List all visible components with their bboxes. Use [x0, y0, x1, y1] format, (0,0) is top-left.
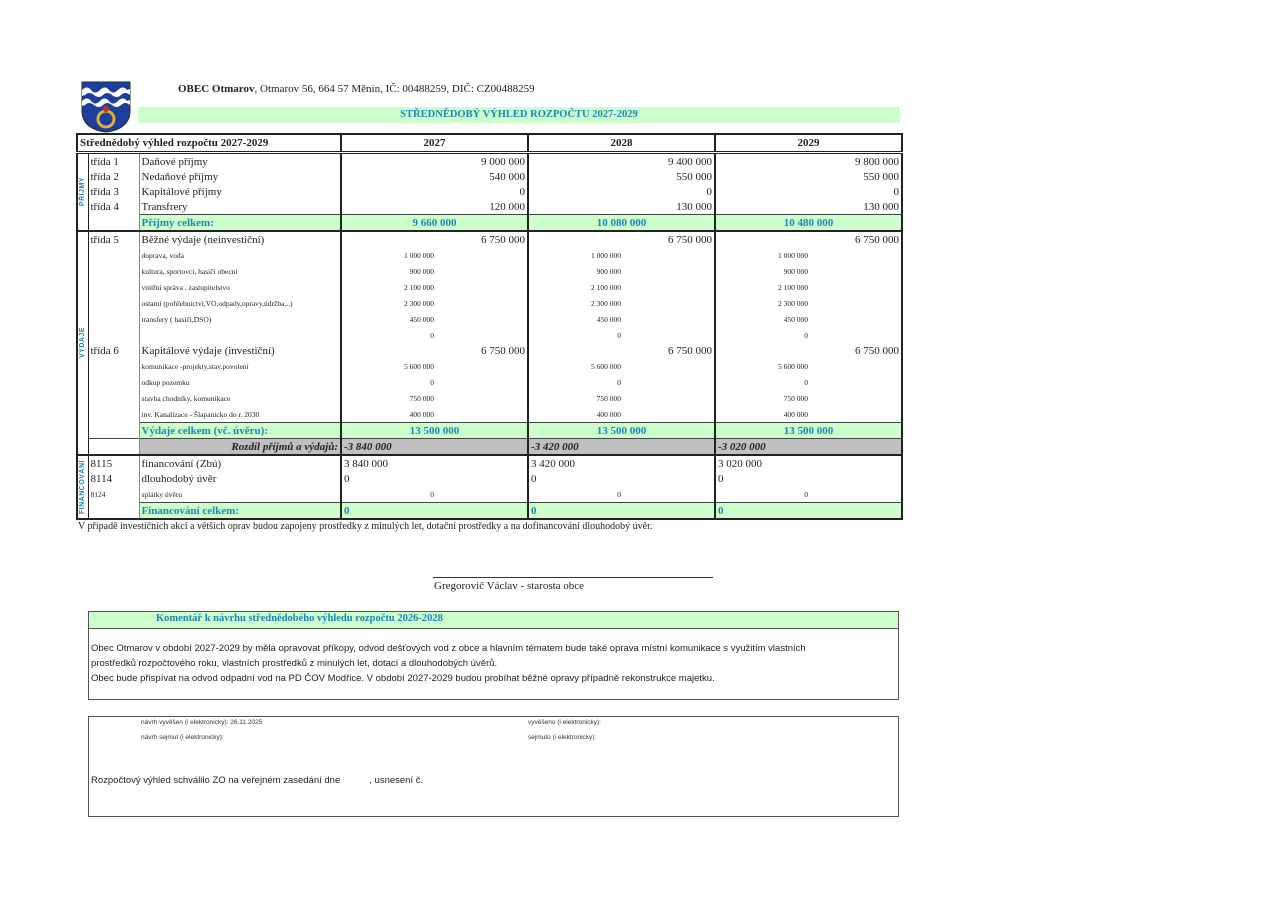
value-cell: 0: [344, 472, 350, 485]
value-cell: 2 100 000: [778, 282, 808, 292]
financing-total-row: [77, 503, 902, 520]
table-row: [77, 199, 902, 215]
difference-value: -3 420 000: [531, 440, 579, 453]
value-cell: 750 000: [596, 393, 621, 403]
value-cell: 0: [531, 472, 537, 485]
table-row: [77, 455, 902, 471]
table-row: [77, 247, 902, 263]
signature-line: [433, 577, 713, 578]
value-cell: 450 000: [596, 314, 621, 324]
value-cell: 120 000: [341, 199, 528, 215]
value-cell: 0: [617, 489, 621, 499]
value-cell: 2 300 000: [591, 298, 621, 308]
value-cell: 0: [430, 489, 434, 499]
posted-label: vyvěšeno (i elektronicky):: [528, 719, 601, 726]
value-cell: 0: [528, 184, 715, 199]
table-row: [77, 390, 902, 406]
total-value: 0: [344, 504, 350, 517]
value-cell: 0: [617, 330, 621, 340]
item-name: komunikace -projekty,stav.povolení: [139, 358, 341, 374]
side-label-text: PŘÍJMY: [79, 177, 87, 207]
class-cell: třída 4: [88, 199, 139, 215]
table-row: [77, 358, 902, 374]
year-header-2029: 2029: [715, 134, 902, 153]
table-row: [77, 231, 902, 247]
value-cell: 3 420 000: [531, 457, 575, 470]
item-name: inv. Kanalizace - Šlapanicko do r. 2030: [139, 406, 341, 423]
table-row: [77, 153, 902, 170]
value-cell: 400 000: [596, 409, 621, 419]
item-name: dlouhodobý úvěr: [139, 471, 341, 486]
value-cell: 6 750 000: [528, 231, 715, 247]
value-cell: 2 100 000: [404, 282, 434, 292]
difference-value: -3 840 000: [344, 440, 392, 453]
signature-name: Gregorovič Václav - starosta obce: [434, 580, 585, 592]
draft-posted-label: návrh vyvěšen (i elektronicky): 26.11.2025: [141, 719, 263, 726]
value-cell: 5 600 000: [778, 361, 808, 371]
financing-section-label: [77, 455, 88, 519]
value-cell: 900 000: [783, 266, 808, 276]
year-header-2028: 2028: [528, 134, 715, 153]
table-row: [77, 327, 902, 343]
value-cell: 0: [430, 377, 434, 387]
item-name: Transfrery: [139, 199, 341, 215]
table-caption: Střednědobý výhled rozpočtu 2027-2029: [77, 134, 341, 153]
total-value: 10 080 000: [528, 215, 715, 232]
item-name: Kapitálové výdaje (investiční): [139, 343, 341, 358]
total-label: Financování celkem:: [139, 503, 341, 520]
value-cell: 6 750 000: [341, 231, 528, 247]
expenses-total-row: [77, 423, 902, 439]
total-value: 10 480 000: [715, 215, 902, 232]
table-row: [77, 295, 902, 311]
side-label-text: VÝDAJE: [79, 327, 87, 359]
empty-cell: [88, 503, 139, 520]
value-cell: 0: [804, 489, 808, 499]
value-cell: 9 000 000: [341, 153, 528, 170]
value-cell: 0: [430, 330, 434, 340]
total-value: 0: [531, 504, 537, 517]
budget-table: [76, 133, 903, 520]
approval-statement: [91, 775, 423, 786]
value-cell: 0: [718, 472, 724, 485]
code-cell: 8115: [88, 455, 139, 471]
org-name: OBEC Otmarov: [178, 83, 255, 95]
item-name: [139, 327, 341, 343]
value-cell: 130 000: [528, 199, 715, 215]
table-row: [77, 184, 902, 199]
value-cell: 130 000: [863, 200, 899, 213]
value-cell: 1 000 000: [404, 250, 434, 260]
value-cell: 550 000: [528, 169, 715, 184]
class-cell: třída 1: [88, 153, 139, 170]
value-cell: 1 000 000: [591, 250, 621, 260]
draft-removed-label: návrh sejmut (i elektronicky):: [141, 734, 224, 741]
value-cell: 0: [804, 330, 808, 340]
total-value: 9 660 000: [341, 215, 528, 232]
table-row: [77, 263, 902, 279]
comment-title: Komentář k návrhu střednědobého výhledu rozpočtu 2026-2028: [156, 613, 443, 624]
investment-note: V případě investičních akcí a větších oprav budou zapojeny prostředky z minulých let, dotační prostředky a na dofinancování dlouhodobý úvěr.: [78, 521, 653, 532]
value-cell: 400 000: [409, 409, 434, 419]
coat-of-arms-icon: [81, 81, 131, 133]
value-cell: 5 600 000: [404, 361, 434, 371]
class-cell: třída 2: [88, 169, 139, 184]
total-label: Příjmy celkem:: [139, 215, 341, 232]
value-cell: 550 000: [863, 170, 899, 183]
value-cell: 0: [804, 377, 808, 387]
item-name: doprava, voda: [139, 247, 341, 263]
item-name: splátky úvěru: [139, 486, 341, 503]
income-section-label: [77, 153, 88, 232]
value-cell: 6 750 000: [715, 231, 902, 247]
value-cell: 9 400 000: [528, 153, 715, 170]
org-details: , Otmarov 56, 664 57 Měnín, IČ: 00488259, DIČ: CZ00488259: [254, 83, 535, 95]
value-cell: 6 750 000: [341, 343, 528, 358]
total-value: 13 500 000: [341, 423, 528, 439]
value-cell: 400 000: [783, 409, 808, 419]
value-cell: 6 750 000: [855, 344, 899, 357]
item-name: vnitřní správa , zastupitelstvo: [139, 279, 341, 295]
table-row: [77, 343, 902, 358]
value-cell: 9 800 000: [855, 155, 899, 168]
total-value: 13 500 000: [715, 423, 902, 439]
page-title: STŘEDNĚDOBÝ VÝHLED ROZPOČTU 2027-2029: [400, 109, 638, 120]
class-cell: třída 5: [88, 231, 139, 247]
value-cell: 3 840 000: [344, 457, 388, 470]
value-cell: 3 020 000: [718, 457, 762, 470]
item-name: transfery ( hasiči,DSO): [139, 311, 341, 327]
organization-line: [178, 83, 535, 95]
empty-cell: [88, 215, 139, 232]
value-cell: 2 300 000: [778, 298, 808, 308]
total-value: 13 500 000: [528, 423, 715, 439]
value-cell: 450 000: [409, 314, 434, 324]
item-name: Nedaňové příjmy: [139, 169, 341, 184]
value-cell: 1 000 000: [778, 250, 808, 260]
value-cell: 5 600 000: [591, 361, 621, 371]
item-name: stavba chodníky, komunikace: [139, 390, 341, 406]
approval-box: [88, 716, 899, 817]
item-name: odkup pozemku: [139, 374, 341, 390]
table-row: [77, 471, 902, 486]
value-cell: 6 750 000: [528, 343, 715, 358]
comment-line: Obec bude přispívat na odvod odpadní vod na PD ČOV Modřice. V období 2027-2029 budou probíhat běžné opravy případně rekonstrukce majetku.: [91, 673, 715, 684]
expenses-section-label: [77, 231, 88, 455]
comment-line: Obec Otmarov v období 2027-2029 by měla opravovat příkopy, odvod dešťových vod z obce a hlavním tématem bude také oprava místní komunikace s využitím vlastních: [91, 643, 806, 654]
table-row: [77, 279, 902, 295]
code-cell: 8124: [88, 486, 139, 503]
difference-label: Rozdíl příjmů a výdajů:: [139, 439, 341, 456]
value-cell: 0: [893, 185, 899, 198]
value-cell: 750 000: [783, 393, 808, 403]
class-cell: třída 6: [88, 343, 139, 358]
value-cell: 2 100 000: [591, 282, 621, 292]
value-cell: 450 000: [783, 314, 808, 324]
table-row: [77, 169, 902, 184]
item-name: kultura, sportovci, hasiči obecní: [139, 263, 341, 279]
item-name: Kapitálové příjmy: [139, 184, 341, 199]
item-name: financování (Zbú): [139, 455, 341, 471]
value-cell: 900 000: [596, 266, 621, 276]
value-cell: 2 300 000: [404, 298, 434, 308]
table-row: [77, 311, 902, 327]
total-label: Výdaje celkem (vč. úvěru):: [139, 423, 341, 439]
table-header-row: [77, 134, 902, 153]
empty-cell: [88, 423, 139, 439]
total-value: 0: [718, 504, 724, 517]
item-name: Běžné výdaje (neinvestiční): [139, 231, 341, 247]
comment-line: prostředků rozpočtového roku, vlastních prostředků z minulých let, dotací a dlouhodobých úvěrů.: [91, 658, 498, 669]
income-total-row: [77, 215, 902, 232]
difference-value: -3 020 000: [718, 440, 766, 453]
value-cell: 0: [341, 184, 528, 199]
table-row: [77, 406, 902, 423]
difference-row: [77, 439, 902, 456]
removed-label: sejmuto (i elektronicky):: [528, 734, 597, 741]
table-row: [77, 486, 902, 503]
value-cell: 0: [617, 377, 621, 387]
class-cell: třída 3: [88, 184, 139, 199]
side-label-text: FINANCOVÁNÍ: [79, 459, 87, 515]
value-cell: 750 000: [409, 393, 434, 403]
code-cell: 8114: [88, 471, 139, 486]
item-name: ostatní (pohřebnictví,VO,odpady,opravy,údržba,..): [139, 295, 341, 311]
value-cell: 540 000: [341, 169, 528, 184]
value-cell: 900 000: [409, 266, 434, 276]
approval-text: Rozpočtový výhled schválilo ZO na veřejném zasedání dne , usnesení č.: [91, 775, 424, 786]
empty-cell: [88, 439, 139, 456]
item-name: Daňové příjmy: [139, 153, 341, 170]
year-header-2027: 2027: [341, 134, 528, 153]
table-row: [77, 374, 902, 390]
